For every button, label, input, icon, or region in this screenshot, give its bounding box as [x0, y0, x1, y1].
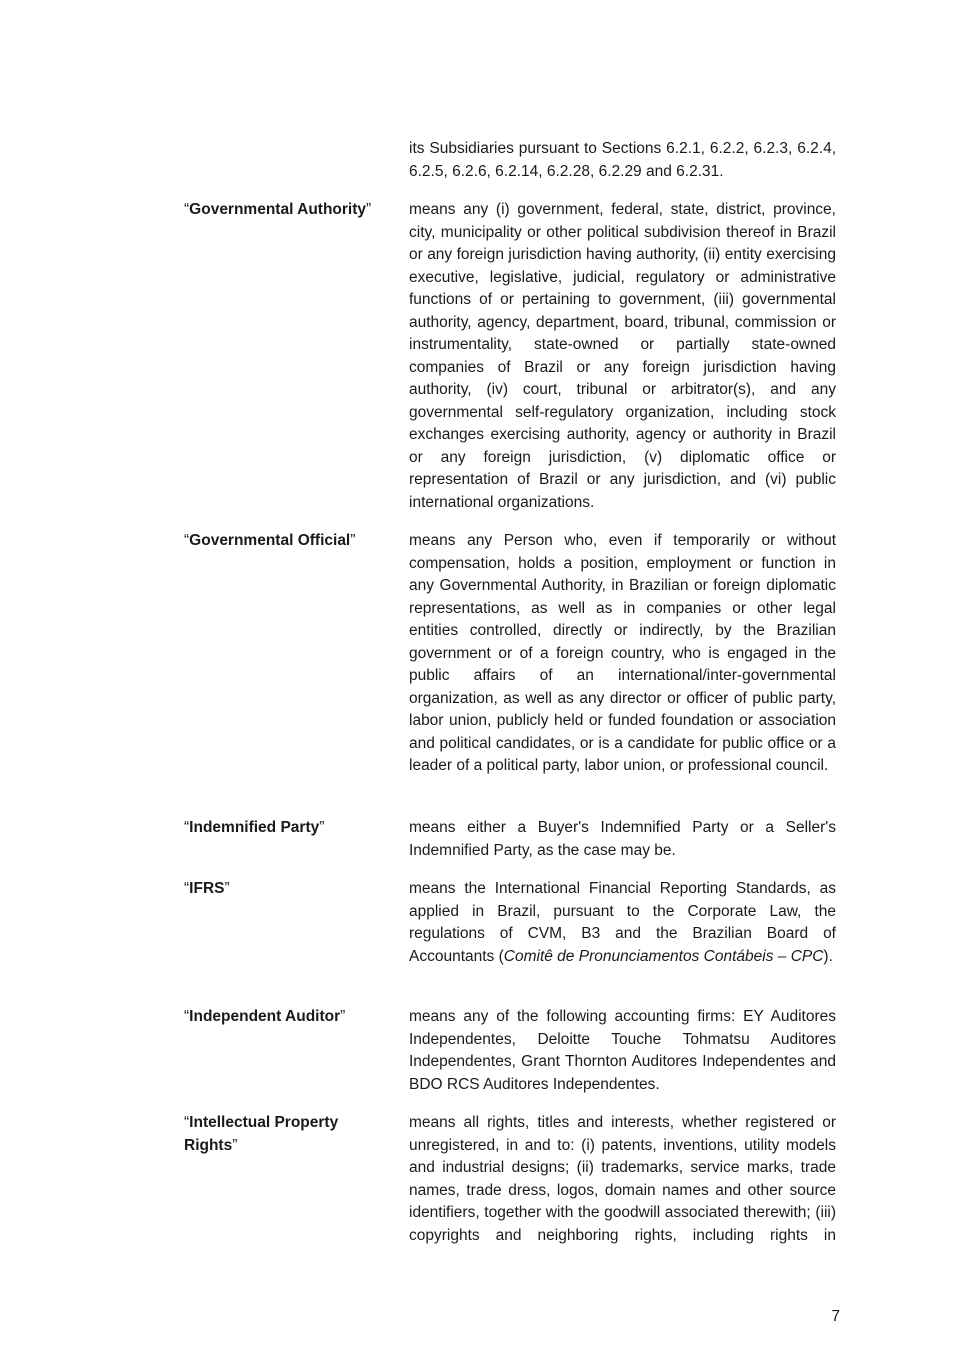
defined-term: [184, 1112, 364, 1157]
definition-text: means any (i) government, federal, state, district, province, city, municipality or other political subdivision thereof in Brazil or any foreign jurisdiction having authority, (ii) entity exercising executive, legislative, judicial, regulatory or administrative functions of or pertaining to government, (iii) governmental authority, agency, department, board, tribunal, commission or instrumentality, state-owned or partially state-owned companies of Brazil or any foreign jurisdiction having authority, (iv) court, tribunal or arbitrator(s), and any governmental self-regulatory organization, including stock exchanges exercising authority, agency or authority in Brazil or any foreign jurisdiction, (v) diplomatic office or representation of Brazil or any jurisdiction, and (vi) public international organizations.: [409, 201, 836, 511]
definition-text-italic: Comitê de Pronunciamentos Contábeis – CPC: [503, 947, 824, 965]
close-quote: ”: [319, 819, 325, 836]
open-quote: “: [184, 1008, 190, 1025]
term-name: Independent Auditor: [189, 1008, 341, 1025]
defined-term: [184, 1006, 394, 1029]
open-quote: “: [184, 880, 190, 897]
definition-text-part: means the International Financial Reporting Standards, as applied in Brazil, pursuant to the Corporate Law, the regulations of CVM, B3 and the Brazilian Board of Accountants (: [409, 880, 836, 965]
page-number: 7: [831, 1308, 840, 1325]
term-name: Governmental Official: [189, 532, 351, 549]
open-quote: “: [184, 201, 190, 218]
defined-term: [184, 530, 394, 553]
open-quote: “: [184, 532, 190, 549]
close-quote: ”: [232, 1136, 238, 1154]
defined-term: [184, 199, 394, 222]
term-name: Indemnified Party: [189, 819, 320, 836]
defined-term: [184, 878, 394, 901]
definition-text-part: ).: [823, 947, 833, 965]
term-name: Intellectual Property Rights: [184, 1114, 339, 1154]
definition-text: means any Person who, even if temporarily or without compensation, holds a position, employment or function in any Governmental Authority, in Brazilian or foreign diplomatic representations, as well as in companies or other legal entities controlled, directly or indirectly, by the Brazilian government or of a foreign country, who is engaged in the public affairs of an international/inter-governmental organization, as well as any director or officer of public party, labor union, publicly held or funded foundation or association and political candidates, or is a candidate for public office or a leader of a political party, labor union, or professional council.: [409, 532, 836, 774]
close-quote: ”: [340, 1008, 346, 1025]
definition-text: [409, 878, 836, 968]
definition-text: means all rights, titles and interests, whether registered or unregistered, in and to: (i) patents, inventions, utility models and industrial designs; (ii) trademarks, service marks, trade names, trade dress, logos, domain names and other source identifiers, together with the goodwill associated therewith; (iii) copyrights and neighboring rights, including rights in: [409, 1114, 836, 1244]
close-quote: ”: [366, 201, 372, 218]
term-name: Governmental Authority: [189, 201, 367, 218]
defined-term: [184, 817, 394, 840]
definition-text: means any of the following accounting firms: EY Auditores Independentes, Deloitte Touche Tohmatsu Auditores Independentes, Grant Thornton Auditores Independentes and BDO RCS Auditores Independentes.: [409, 1008, 836, 1093]
open-quote: “: [184, 1114, 190, 1131]
continued-definition-text: its Subsidiaries pursuant to Sections 6.2.1, 6.2.2, 6.2.3, 6.2.4, 6.2.5, 6.2.6, 6.2.14, 6.2.28, 6.2.29 and 6.2.31.: [409, 140, 836, 180]
term-name: IFRS: [189, 880, 225, 897]
definition-text: means either a Buyer's Indemnified Party or a Seller's Indemnified Party, as the case may be.: [409, 819, 836, 859]
close-quote: ”: [224, 880, 230, 897]
close-quote: ”: [350, 532, 356, 549]
open-quote: “: [184, 819, 190, 836]
